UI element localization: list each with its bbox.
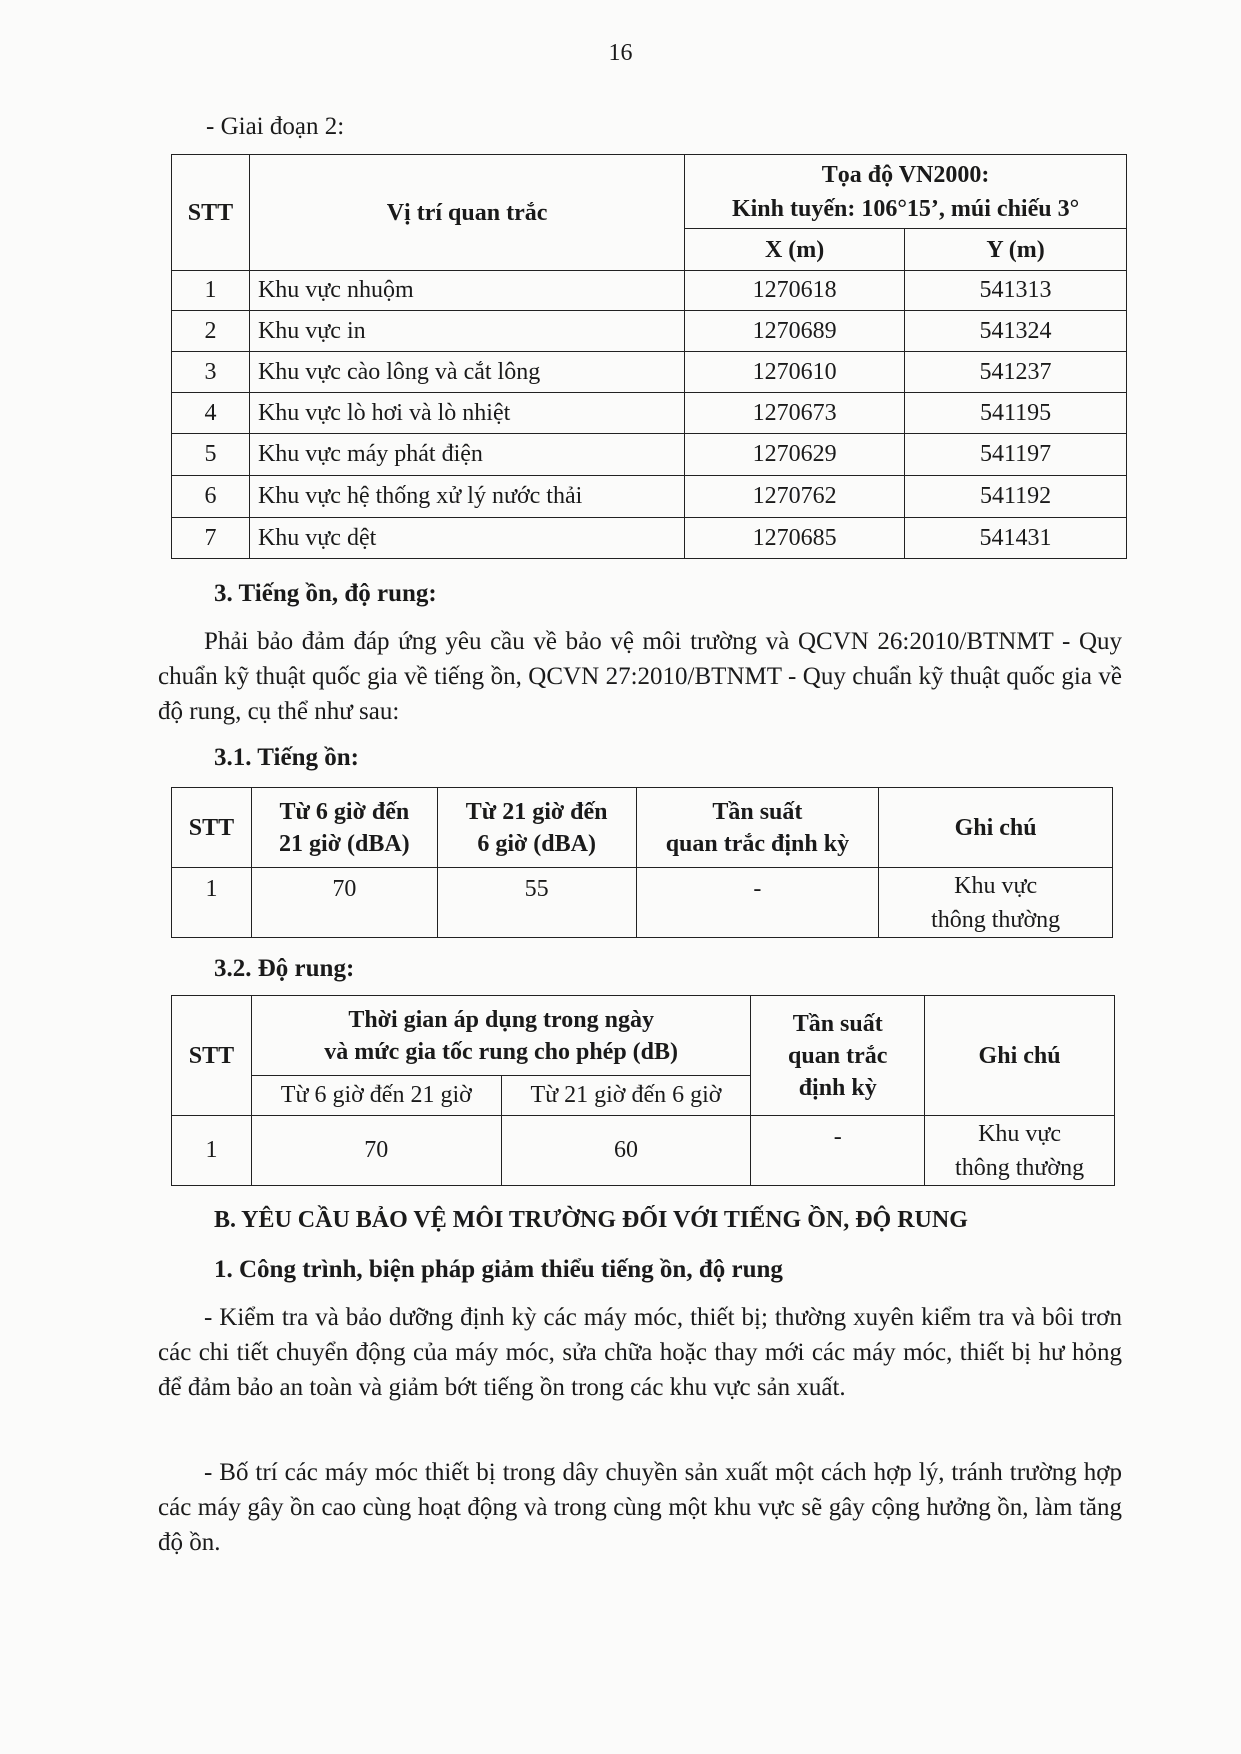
noise-table (171, 787, 1113, 938)
table-row (172, 393, 1127, 434)
header-freq-line1: Tần suất (712, 798, 803, 825)
cell-stt: 1 (172, 271, 250, 311)
paragraph-noise-vibration-requirement: Phải bảo đảm đáp ứng yêu cầu về bảo vệ môi trường và QCVN 26:2010/BTNMT - Quy chuẩn kỹ thuật quốc gia về tiếng ồn, QCVN 27:2010/BTNMT - Quy chuẩn kỹ thuật quốc gia về độ rung, cụ thể như sau: (158, 628, 1122, 725)
cell-note-line1: Khu vực (978, 1120, 1062, 1147)
cell-x: 1270629 (685, 434, 905, 476)
table-row (172, 518, 1127, 559)
cell-y: 541324 (905, 311, 1127, 352)
header-stt: STT (172, 788, 252, 868)
header-coordinates (685, 155, 1127, 229)
section-giai-doan-label: - Giai đoạn 2: (206, 113, 345, 140)
cell-frequency: - (636, 868, 879, 938)
cell-stt: 5 (172, 434, 250, 476)
header-stt: STT (172, 155, 250, 271)
heading-noise-vibration: 3. Tiếng ồn, độ rung: (214, 580, 437, 607)
cell-day: 70 (251, 1116, 501, 1186)
cell-stt: 7 (172, 518, 250, 559)
cell-note-line2: thông thường (931, 906, 1061, 933)
header-night: Từ 21 giờ đến 6 giờ (501, 1076, 751, 1116)
cell-x: 1270610 (685, 352, 905, 393)
header-x: X (m) (685, 229, 905, 271)
cell-stt: 1 (172, 1116, 252, 1186)
cell-x: 1270673 (685, 393, 905, 434)
cell-y: 541431 (905, 518, 1127, 559)
cell-location: Khu vực máy phát điện (249, 434, 684, 476)
header-night-line2: 6 giờ (dBA) (477, 830, 596, 857)
table-row (172, 311, 1127, 352)
header-freq-line3: định kỳ (798, 1074, 877, 1101)
cell-frequency: - (751, 1116, 925, 1186)
header-day-line2: 21 giờ (dBA) (279, 830, 410, 857)
vibration-table (171, 995, 1115, 1186)
header-freq-line1: Tần suất (792, 1010, 883, 1037)
cell-night: 60 (501, 1116, 751, 1186)
cell-note (925, 1116, 1115, 1186)
page-number: 16 (608, 40, 633, 66)
cell-y: 541313 (905, 271, 1127, 311)
cell-y: 541192 (905, 476, 1127, 518)
header-stt: STT (172, 996, 252, 1116)
cell-location: Khu vực in (249, 311, 684, 352)
header-night-line1: Từ 21 giờ đến (465, 798, 608, 825)
cell-x: 1270762 (685, 476, 905, 518)
cell-note-line1: Khu vực (954, 872, 1038, 899)
cell-y: 541197 (905, 434, 1127, 476)
header-frequency (636, 788, 879, 868)
header-time-line2: và mức gia tốc rung cho phép (dB) (324, 1038, 679, 1065)
header-day: Từ 6 giờ đến 21 giờ (251, 1076, 501, 1116)
cell-note-line2: thông thường (955, 1154, 1085, 1181)
cell-location: Khu vực nhuộm (249, 271, 684, 311)
cell-stt: 4 (172, 393, 250, 434)
header-freq-line2: quan trắc (788, 1042, 888, 1069)
header-location-text: Vị trí quan trắc (386, 200, 548, 226)
table-row (172, 352, 1127, 393)
cell-note (879, 868, 1113, 938)
cell-location: Khu vực cào lông và cắt lông (249, 352, 684, 393)
table-row (172, 434, 1127, 476)
table-row (172, 868, 1113, 938)
cell-location: Khu vực lò hơi và lò nhiệt (249, 393, 684, 434)
header-coord-line1: Tọa độ VN2000: (821, 161, 990, 188)
cell-y: 541237 (905, 352, 1127, 393)
header-time-level (251, 996, 750, 1076)
heading-vibration: 3.2. Độ rung: (214, 955, 355, 982)
header-night (437, 788, 636, 868)
cell-y: 541195 (905, 393, 1127, 434)
cell-stt: 3 (172, 352, 250, 393)
cell-location: Khu vực dệt (249, 518, 684, 559)
header-note: Ghi chú (925, 996, 1115, 1116)
header-note: Ghi chú (879, 788, 1113, 868)
header-time-line1: Thời gian áp dụng trong ngày (348, 1006, 654, 1033)
cell-location: Khu vực hệ thống xử lý nước thải (249, 476, 684, 518)
cell-day: 70 (251, 868, 437, 938)
header-location (249, 155, 684, 271)
paragraph-arrangement: - Bố trí các máy móc thiết bị trong dây chuyền sản xuất một cách hợp lý, tránh trường hợp các máy gây ồn cao cùng hoạt động và trong cùng một khu vực sẽ gây cộng hưởng ồn, làm tăng độ ồn. (158, 1459, 1122, 1556)
heading-mitigation: 1. Công trình, biện pháp giảm thiểu tiếng ồn, độ rung (214, 1256, 783, 1283)
table-row (172, 476, 1127, 518)
header-day-line1: Từ 6 giờ đến (279, 798, 410, 825)
heading-noise: 3.1. Tiếng ồn: (214, 744, 359, 771)
paragraph-maintenance: - Kiểm tra và bảo dưỡng định kỳ các máy móc, thiết bị; thường xuyên kiểm tra và bôi trơn các chi tiết chuyển động của máy móc, sửa chữa hoặc thay mới các máy móc, thiết bị hư hỏng để đảm bảo an toàn và giảm bớt tiếng ồn trong các khu vực sản xuất. (158, 1304, 1122, 1401)
cell-night: 55 (437, 868, 636, 938)
header-coord-line2: Kinh tuyến: 106°15’, múi chiếu 3° (731, 195, 1080, 222)
header-frequency (751, 996, 925, 1116)
heading-section-b: B. YÊU CẦU BẢO VỆ MÔI TRƯỜNG ĐỐI VỚI TIẾNG ỒN, ĐỘ RUNG (214, 1207, 968, 1233)
cell-x: 1270685 (685, 518, 905, 559)
header-day (251, 788, 437, 868)
header-freq-line2: quan trắc định kỳ (665, 830, 850, 857)
cell-x: 1270689 (685, 311, 905, 352)
table-row (172, 271, 1127, 311)
cell-stt: 2 (172, 311, 250, 352)
table-row (172, 1116, 1115, 1186)
cell-stt: 6 (172, 476, 250, 518)
cell-x: 1270618 (685, 271, 905, 311)
header-y: Y (m) (905, 229, 1127, 271)
cell-stt: 1 (172, 868, 252, 938)
coordinates-table (171, 154, 1127, 559)
